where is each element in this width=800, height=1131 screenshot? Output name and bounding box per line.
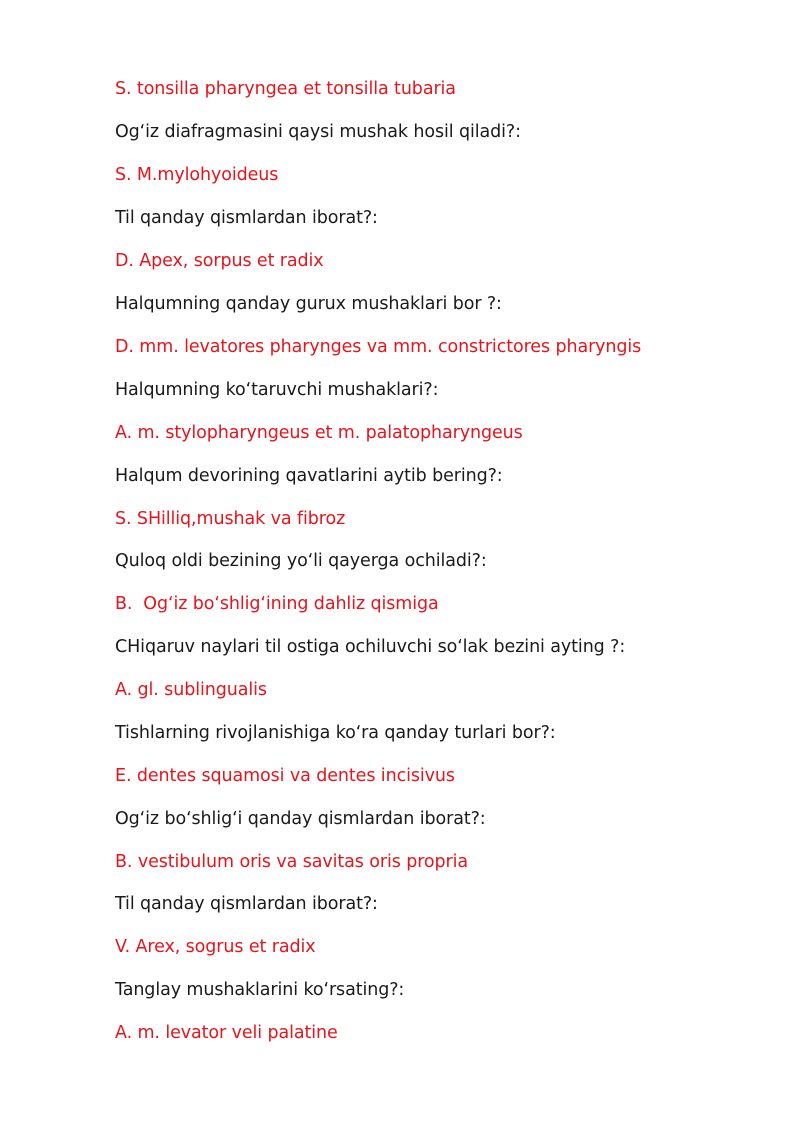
answer-line: D. Apex, sorpus et radix [115,251,324,271]
answer-line: A. m. levator veli palatine [115,1023,338,1043]
answer-line: B. vestibulum oris va savitas oris propria [115,852,469,872]
question-line: Til qanday qismlardan iborat?: [115,894,378,914]
answer-line: S. M.mylohyoideus [115,165,279,185]
answer-line: S. tonsilla pharyngea et tonsilla tubaria [115,79,456,99]
question-line: Til qanday qismlardan iborat?: [115,208,378,228]
answer-line: D. mm. levatores pharynges va mm. constrictores pharyngis [115,337,642,357]
answer-line: S. SHilliq,mushak va fibroz [115,509,346,529]
question-line: Tanglay mushaklarini ko‘rsating?: [115,980,405,1000]
question-line: Tishlarning rivojlanishiga ko‘ra qanday turlari bor?: [115,723,556,743]
answer-line: A. m. stylopharyngeus et m. palatopharyngeus [115,423,523,443]
answer-line: E. dentes squamosi va dentes incisivus [115,766,455,786]
answer-line: B. Og‘iz bo‘shlig‘ining dahliz qismiga [115,594,439,614]
question-line: Og‘iz bo‘shlig‘i qanday qismlardan iborat?: [115,809,486,829]
answer-line: A. gl. sublingualis [115,680,267,700]
question-line: Halqum devorining qavatlarini aytib bering?: [115,466,503,486]
question-line: Og‘iz diafragmasini qaysi mushak hosil qiladi?: [115,122,521,142]
answer-line: V. Arex, sogrus et radix [115,937,316,957]
question-line: CHiqaruv naylari til ostiga ochiluvchi so‘lak bezini ayting ?: [115,637,626,657]
question-line: Quloq oldi bezining yo‘li qayerga ochiladi?: [115,551,487,571]
question-line: Halqumning ko‘taruvchi mushaklari?: [115,380,439,400]
question-line: Halqumning qanday gurux mushaklari bor ?: [115,294,502,314]
